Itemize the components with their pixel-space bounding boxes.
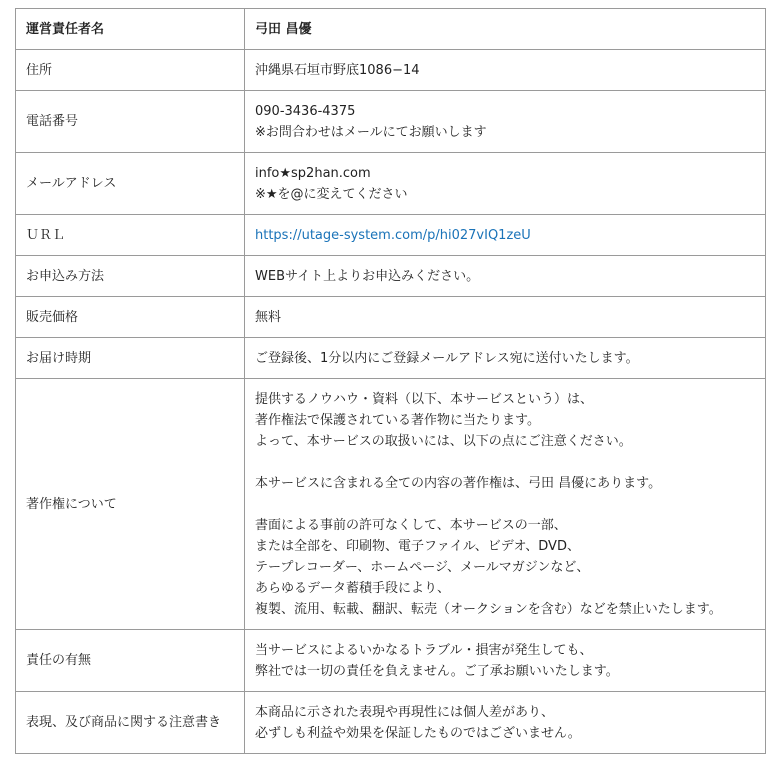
row-label: メールアドレス xyxy=(16,153,245,215)
table-row-application xyxy=(16,256,766,297)
value-line: info★sp2han.com xyxy=(255,165,371,181)
row-value xyxy=(245,630,766,692)
value-line: 090-3436-4375 xyxy=(255,103,356,119)
row-label: 表現、及び商品に関する注意書き xyxy=(16,692,245,754)
value-line: WEBサイト上よりお申込みください。 xyxy=(255,268,480,284)
value-line: 著作権法で保護されている著作物に当たります。 xyxy=(255,412,540,428)
value-line: 書面による事前の許可なくして、本サービスの一部、 xyxy=(255,517,567,533)
row-value xyxy=(245,256,766,297)
row-label: 運営責任者名 xyxy=(16,9,245,50)
value-line: または全部を、印刷物、電子ファイル、ビデオ、DVD、 xyxy=(255,538,580,554)
row-value xyxy=(245,379,766,630)
row-value xyxy=(245,692,766,754)
table-row-delivery xyxy=(16,338,766,379)
row-value xyxy=(245,9,766,50)
legal-notice-body xyxy=(16,9,766,754)
legal-notice-table xyxy=(15,8,766,754)
value-line: よって、本サービスの取扱いには、以下の点にご注意ください。 xyxy=(255,433,632,449)
row-value xyxy=(245,297,766,338)
value-line: 無料 xyxy=(255,309,282,325)
value-line: 複製、流用、転載、翻訳、転売（オークションを含む）などを禁止いたします。 xyxy=(255,601,722,617)
value-line: ※★を@に変えてください xyxy=(255,186,408,202)
row-value xyxy=(245,338,766,379)
row-label: 著作権について xyxy=(16,379,245,630)
value-line: 当サービスによるいかなるトラブル・損害が発生しても、 xyxy=(255,642,593,658)
table-row-email xyxy=(16,153,766,215)
row-value xyxy=(245,153,766,215)
table-row-manager xyxy=(16,9,766,50)
value-line: 弊社では一切の責任を負えません。ご了承お願いいたします。 xyxy=(255,663,619,679)
row-label: 住所 xyxy=(16,50,245,91)
value-line: 沖縄県石垣市野底1086−14 xyxy=(255,62,420,78)
value-line: 必ずしも利益や効果を保証したものではございません。 xyxy=(255,725,581,741)
row-label: ＵＲＬ xyxy=(16,215,245,256)
table-row-price xyxy=(16,297,766,338)
value-line xyxy=(255,452,755,473)
value-line: 提供するノウハウ・資料（以下、本サービスという）は、 xyxy=(255,391,594,407)
row-label: 電話番号 xyxy=(16,91,245,153)
table-row-liability xyxy=(16,630,766,692)
value-line: ご登録後、1分以内にご登録メールアドレス宛に送付いたします。 xyxy=(255,350,639,366)
value-line: テープレコーダー、ホームページ、メールマガジンなど、 xyxy=(255,559,590,575)
table-row-copyright xyxy=(16,379,766,630)
value-line: 弓田 昌優 xyxy=(255,21,312,37)
row-label: 責任の有無 xyxy=(16,630,245,692)
row-label: お申込み方法 xyxy=(16,256,245,297)
row-value xyxy=(245,50,766,91)
row-value xyxy=(245,215,766,256)
row-label: お届け時期 xyxy=(16,338,245,379)
row-label: 販売価格 xyxy=(16,297,245,338)
url-link[interactable]: https://utage-system.com/p/hi027vIQ1zeU xyxy=(255,227,531,243)
value-line: 本サービスに含まれる全ての内容の著作権は、弓田 昌優にあります。 xyxy=(255,475,662,491)
row-value xyxy=(245,91,766,153)
legal-notice-wrapper xyxy=(15,8,765,754)
value-line: あらゆるデータ蓄積手段により、 xyxy=(255,580,451,596)
table-row-address xyxy=(16,50,766,91)
table-row-url xyxy=(16,215,766,256)
table-row-phone xyxy=(16,91,766,153)
table-row-disclaimer xyxy=(16,692,766,754)
value-line: 本商品に示された表現や再現性には個人差があり、 xyxy=(255,704,555,720)
value-line xyxy=(255,494,755,515)
value-line: ※お問合わせはメールにてお願いします xyxy=(255,124,487,140)
